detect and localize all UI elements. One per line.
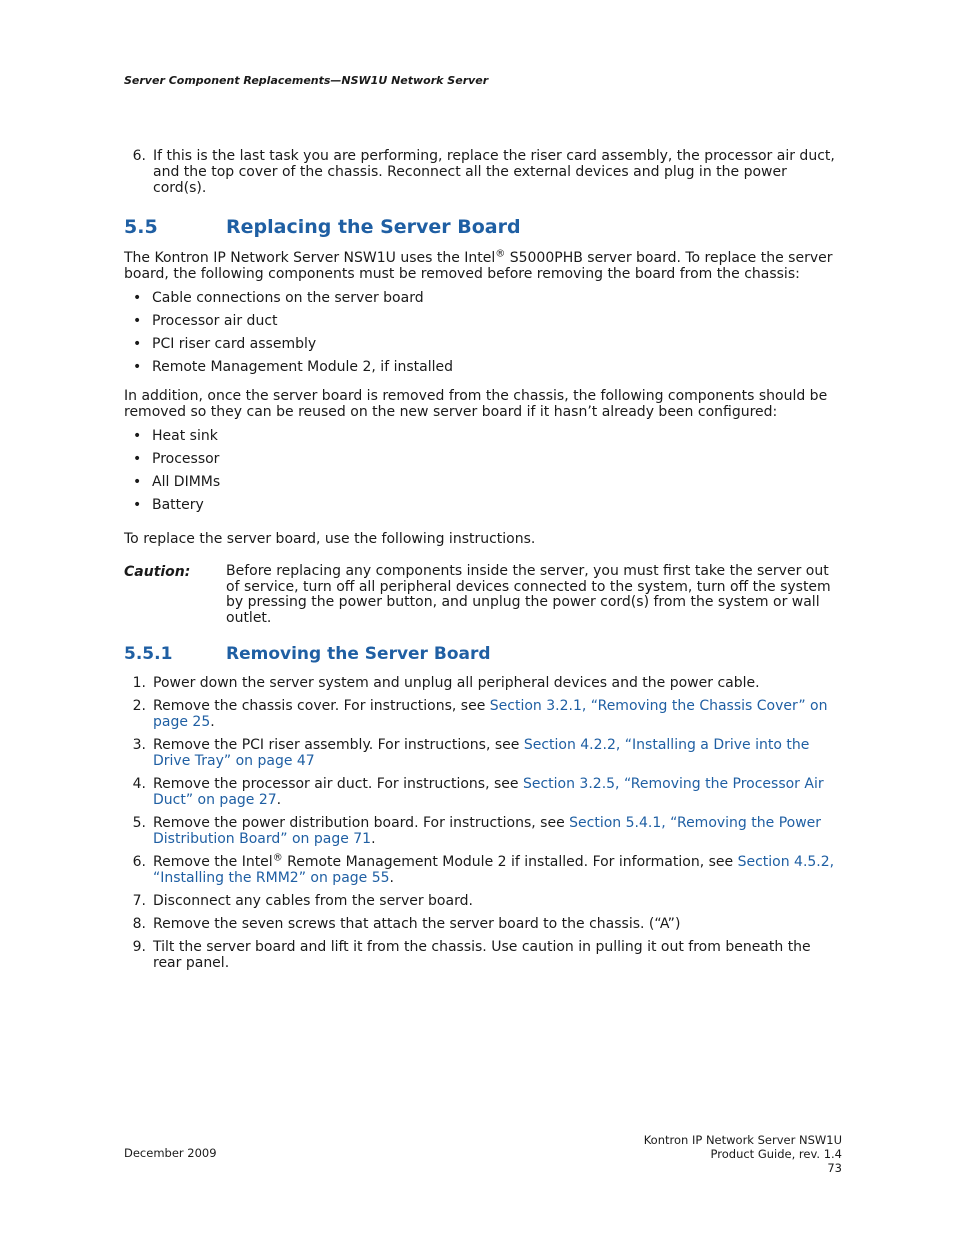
list-item: • Heat sink	[124, 428, 842, 444]
caution-note	[124, 564, 842, 626]
list-item: 6. Remove the Intel® Remote Management Module 2 if installed. For information, see Section 4.5.2, “Installing the RMM2” on page 55.	[132, 852, 835, 886]
components-to-reuse-list	[124, 428, 842, 513]
list-item: • Cable connections on the server board	[124, 290, 842, 306]
section-heading-5-5	[124, 216, 842, 238]
section-number: 5.5.1	[124, 644, 173, 664]
footer-product-info	[644, 1133, 842, 1175]
list-item: 4. Remove the processor air duct. For instructions, see Section 3.2.5, “Removing the Processor Air Duct” on page 27.	[132, 776, 824, 808]
list-item: 8. Remove the seven screws that attach the server board to the chassis. (“A”)	[132, 916, 681, 932]
list-item: 1. Power down the server system and unplug all peripheral devices and the power cable.	[132, 675, 760, 691]
list-item: • Processor air duct	[124, 313, 842, 329]
list-item: 5. Remove the power distribution board. For instructions, see Section 5.4.1, “Removing the Power Distribution Board” on page 71.	[132, 815, 822, 847]
list-item: 3. Remove the PCI riser assembly. For instructions, see Section 4.2.2, “Installing a Drive into the Drive Tray” on page 47	[132, 737, 810, 769]
section-heading-5-5-1	[124, 644, 842, 664]
cross-reference-link[interactable]: Section 5.4.1, “Removing the Power Distribution Board” on page 71	[153, 815, 822, 847]
footer-product: Kontron IP Network Server NSW1U	[643, 1133, 842, 1147]
page-content	[124, 148, 842, 978]
footer-guide: Product Guide, rev. 1.4	[710, 1147, 842, 1161]
list-item: 2. Remove the chassis cover. For instructions, see Section 3.2.1, “Removing the Chassis Cover” on page 25.	[132, 698, 828, 730]
cross-reference-link[interactable]: Section 4.5.2, “Installing the RMM2” on page 55	[153, 854, 835, 886]
components-to-remove-list	[124, 290, 842, 375]
section-title: Replacing the Server Board	[226, 216, 521, 238]
section-title: Removing the Server Board	[226, 644, 491, 664]
section-number: 5.5	[124, 216, 158, 238]
running-header: Server Component Replacements—NSW1U Network Server	[124, 74, 489, 87]
cross-reference-link[interactable]: Section 3.2.1, “Removing the Chassis Cover” on page 25	[153, 698, 828, 730]
footer-date: December 2009	[124, 1146, 217, 1160]
paragraph: In addition, once the server board is removed from the chassis, the following components should be removed so they can be reused on the new server board if it hasn’t already been configured:	[124, 388, 828, 420]
list-item: • Remote Management Module 2, if installed	[124, 359, 842, 375]
intro-paragraph: The Kontron IP Network Server NSW1U uses the Intel® S5000PHB server board. To replace the server board, the following components must be removed before removing the board from the chassis:	[124, 248, 833, 282]
paragraph: To replace the server board, use the following instructions.	[124, 531, 536, 547]
list-item: • PCI riser card assembly	[124, 336, 842, 352]
cross-reference-link[interactable]: Section 4.2.2, “Installing a Drive into the Drive Tray” on page 47	[153, 737, 810, 769]
list-item: 7. Disconnect any cables from the server board.	[132, 893, 473, 909]
list-item: • Battery	[124, 497, 842, 513]
list-item: 9. Tilt the server board and lift it from the chassis. Use caution in pulling it out from beneath the rear panel.	[132, 939, 811, 971]
cross-reference-link[interactable]: Section 3.2.5, “Removing the Processor Air Duct” on page 27	[153, 776, 824, 808]
list-item: • Processor	[124, 451, 842, 467]
removal-steps-list	[124, 675, 842, 971]
caution-label: Caution:	[124, 564, 191, 580]
list-item: 6. If this is the last task you are performing, replace the riser card assembly, the processor air duct, and the top cover of the chassis. Reconnect all the external devices and plug in the power cord(s).	[132, 148, 835, 196]
page-number: 73	[827, 1161, 842, 1175]
caution-text: Before replacing any components inside the server, you must first take the server out of service, turn off all peripheral devices connected to the system, turn off the system by pressing the power button, and unplug the power cord(s) from the system or wall outlet.	[226, 563, 831, 626]
list-item: • All DIMMs	[124, 474, 842, 490]
previous-steps-list	[124, 148, 842, 196]
